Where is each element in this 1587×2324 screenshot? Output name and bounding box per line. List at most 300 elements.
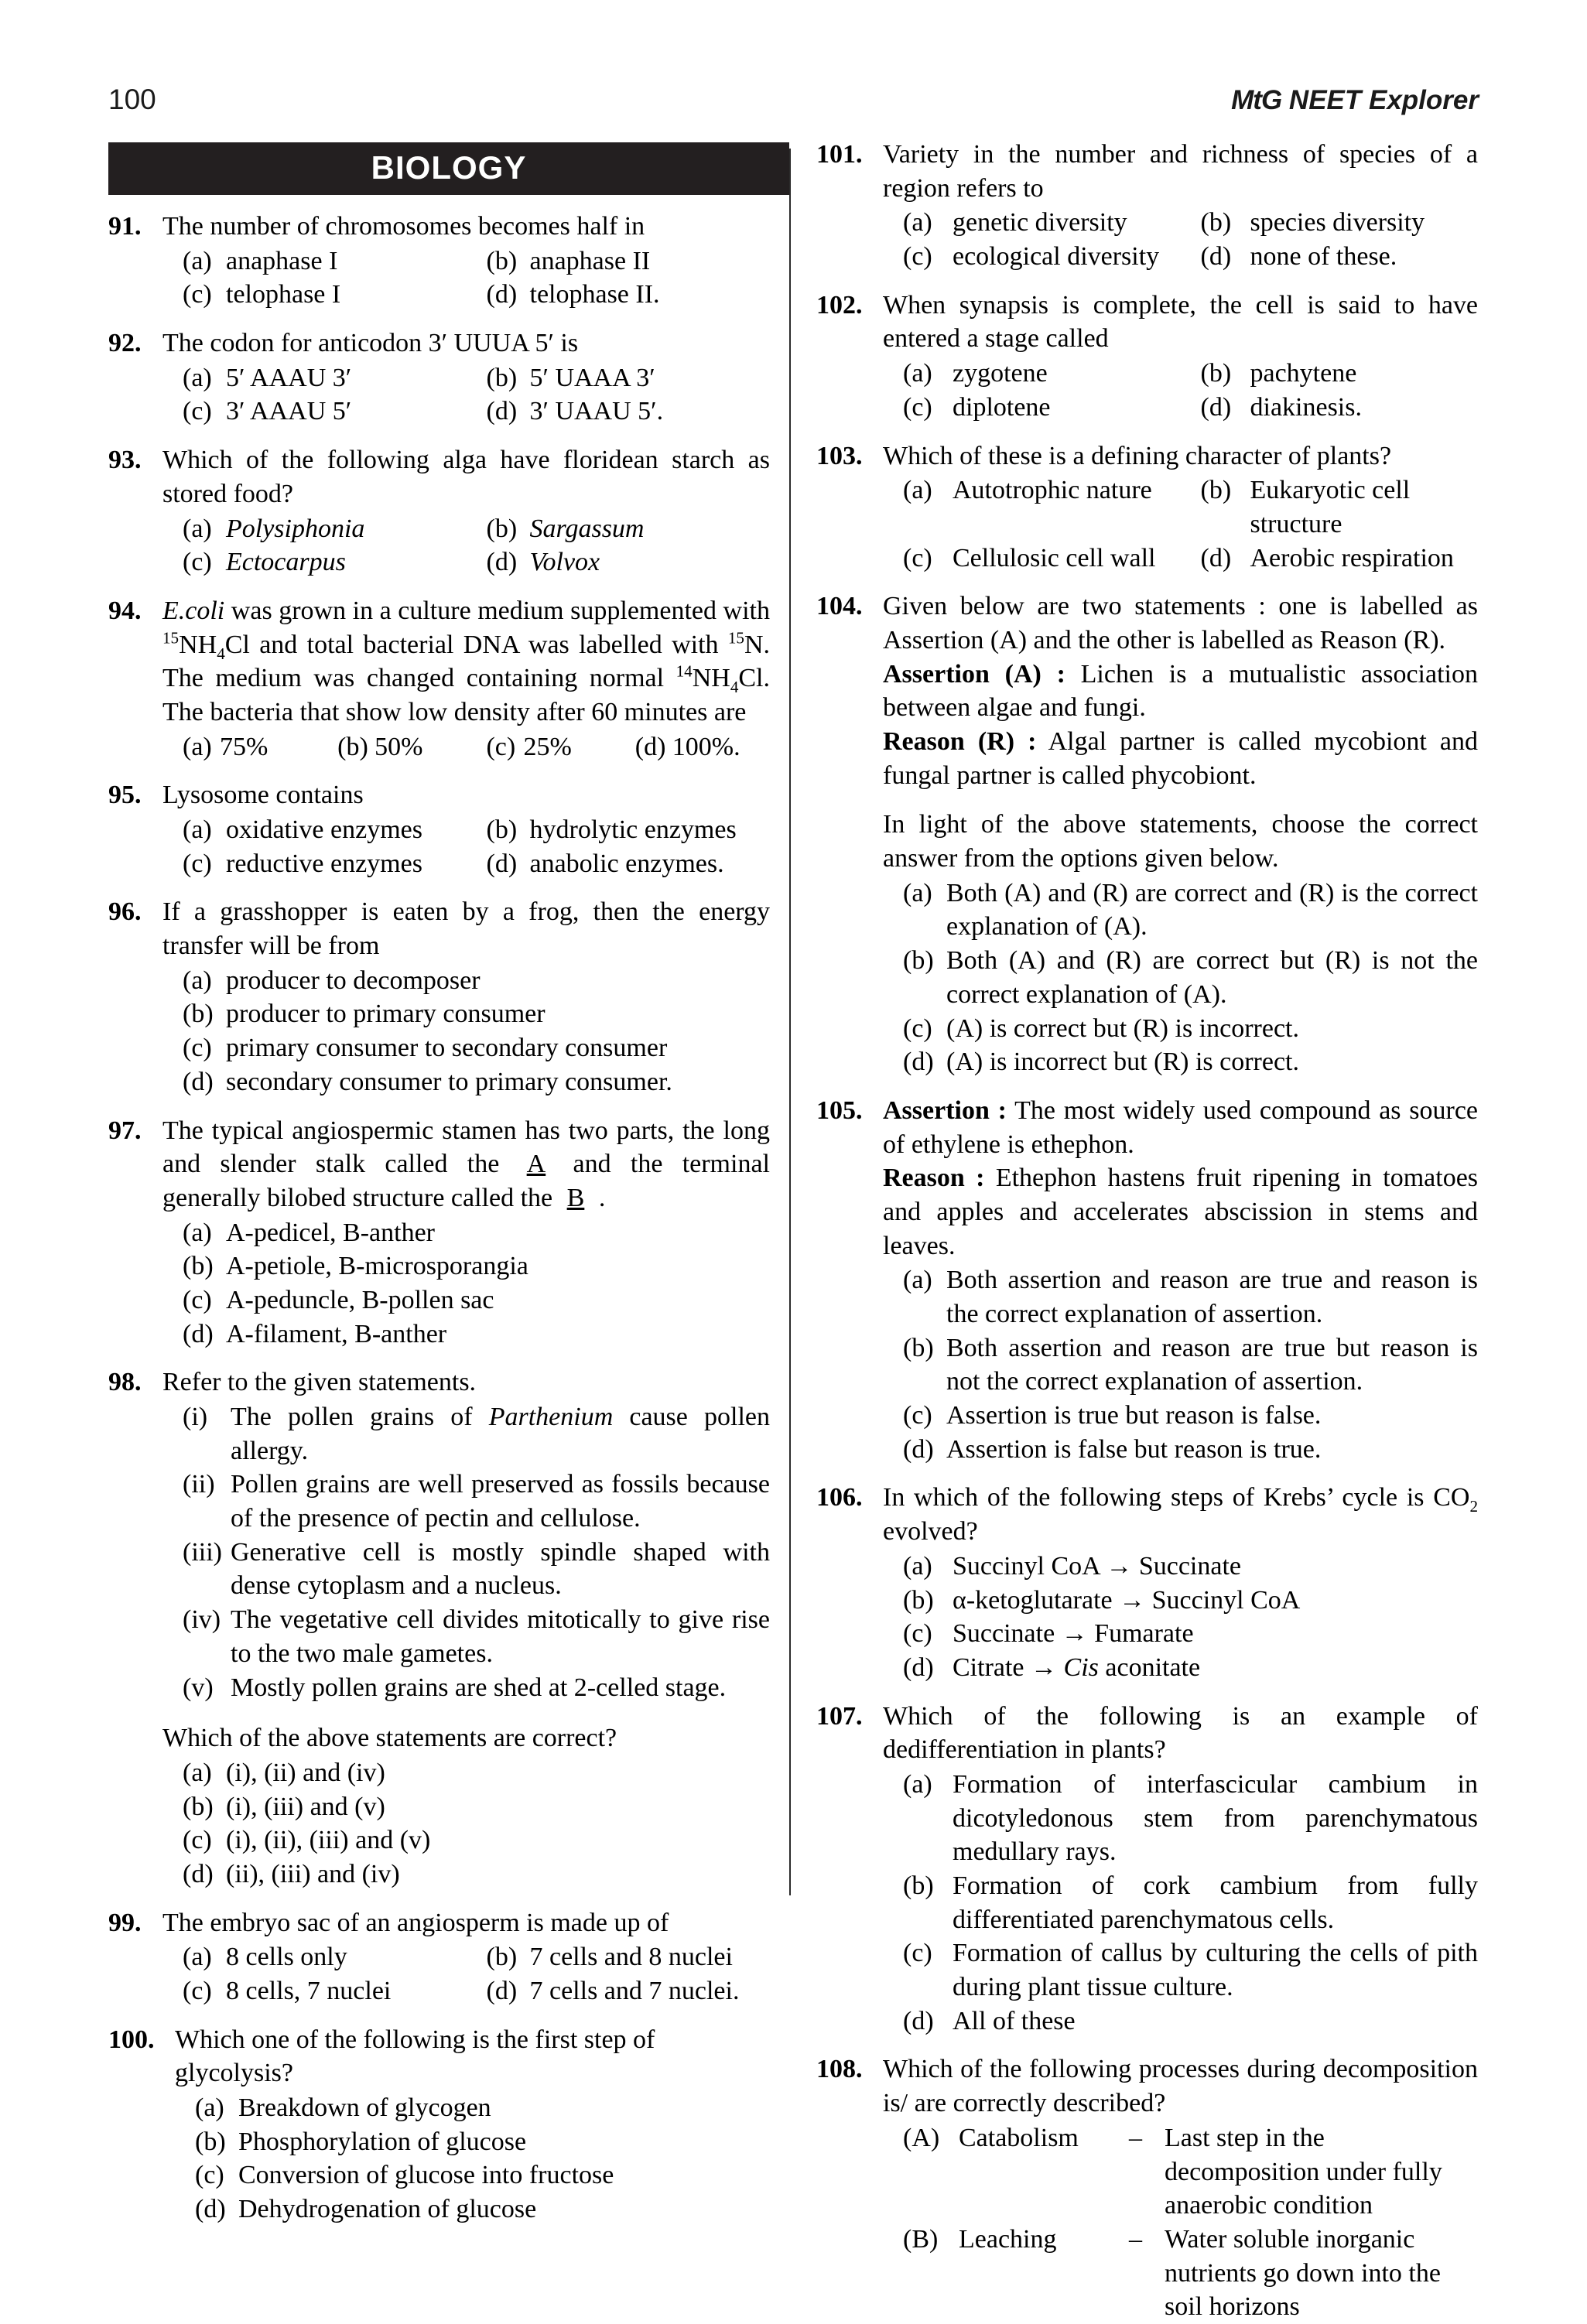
reason-label: Reason :: [883, 1164, 985, 1193]
option-key: (a): [903, 1769, 932, 1799]
option-key: (b): [183, 1252, 214, 1281]
match-row-a[interactable]: [883, 2121, 1478, 2223]
options-list: [162, 361, 770, 429]
question-number: 98.: [108, 1368, 142, 1397]
option-text: Succinate → Fumarate: [953, 1619, 1194, 1649]
option-d[interactable]: [162, 1065, 770, 1099]
option-key: (b): [486, 246, 518, 275]
question-91: [108, 210, 770, 312]
option-key: (b): [195, 2127, 226, 2156]
option-key: (a): [183, 1218, 212, 1247]
statement-key: (iii): [183, 1537, 222, 1567]
option-text: 25%: [523, 732, 572, 761]
match-term: Catabolism: [959, 2123, 1079, 2152]
option-text: ecological diversity: [953, 242, 1160, 272]
match-description: Water soluble inorganic nutrients go down into the soil horizons: [1165, 2224, 1441, 2322]
option-c[interactable]: [162, 278, 467, 312]
question-number: 102.: [816, 290, 863, 320]
statement-iii: [162, 1536, 770, 1603]
statement-key: (v): [183, 1673, 214, 1702]
option-key: (c): [183, 1034, 212, 1063]
statement-key: (iv): [183, 1605, 221, 1635]
option-key: (a): [903, 359, 932, 388]
option-text: Formation of callus by culturing the cells of pith during plant tissue culture.: [953, 1939, 1478, 2002]
option-key: (c): [903, 543, 932, 572]
question-sub-prompt: Which of the above statements are correct?: [162, 1724, 617, 1753]
option-a[interactable]: [883, 1768, 1478, 1869]
option-b[interactable]: [467, 361, 771, 395]
question-stem: Which of the following processes during decomposition is/ are correctly described?: [883, 2055, 1478, 2118]
question-93: [108, 443, 770, 579]
option-a[interactable]: [162, 730, 317, 764]
option-text: Ectocarpus: [226, 548, 346, 577]
option-c[interactable]: [162, 1283, 770, 1318]
statement-v: [162, 1671, 770, 1705]
option-a[interactable]: [162, 361, 467, 395]
option-key: (a): [183, 363, 212, 392]
option-text: reductive enzymes: [226, 849, 422, 878]
option-key: (a): [183, 1943, 212, 1972]
option-key: (b): [1200, 208, 1232, 238]
option-c[interactable]: [466, 730, 614, 764]
option-d[interactable]: [1181, 391, 1479, 425]
option-a[interactable]: [162, 1756, 770, 1790]
option-text: (i), (ii), (iii) and (v): [226, 1826, 431, 1855]
option-c[interactable]: [175, 2158, 770, 2192]
option-key: (d): [903, 2006, 934, 2035]
left-column: [108, 138, 770, 2227]
option-key: (c): [183, 280, 212, 309]
option-a[interactable]: [883, 1550, 1478, 1584]
question-94: [108, 594, 770, 764]
option-d[interactable]: [1181, 542, 1479, 576]
option-text: species diversity: [1250, 208, 1425, 238]
option-text: Cellulosic cell wall: [953, 543, 1156, 572]
option-text: (A) is incorrect but (R) is correct.: [946, 1048, 1299, 1077]
option-key: (b): [903, 1333, 934, 1362]
option-c[interactable]: [162, 1031, 770, 1065]
option-text: diakinesis.: [1250, 392, 1362, 422]
option-key: (b): [183, 1792, 214, 1821]
option-key: (d): [183, 1859, 214, 1888]
options-list: [175, 2091, 770, 2227]
option-text: anaphase II: [529, 246, 651, 275]
option-a[interactable]: [162, 813, 467, 847]
options-list: [162, 1216, 770, 1352]
two-column-body: [108, 138, 1479, 2322]
option-b[interactable]: [467, 512, 771, 546]
option-text: 3′ UAAU 5′.: [529, 397, 664, 426]
question-stem: Lysosome contains: [162, 781, 364, 810]
match-list: [883, 2121, 1478, 2324]
right-column: [816, 138, 1478, 2324]
option-text: diplotene: [953, 392, 1051, 422]
option-c[interactable]: [162, 847, 467, 881]
option-key: (b): [337, 732, 368, 761]
options-list: [883, 1263, 1478, 1466]
option-key: (b): [486, 815, 518, 844]
option-c[interactable]: [162, 395, 467, 429]
option-c[interactable]: [883, 1936, 1478, 2004]
statement-text: Mostly pollen grains are shed at 2-celled stage.: [231, 1673, 727, 1702]
option-text: Assertion is true but reason is false.: [946, 1401, 1322, 1430]
question-number: 100.: [108, 2025, 155, 2054]
option-c[interactable]: [883, 240, 1181, 274]
option-key: (b): [486, 1943, 518, 1972]
assertion-text: Lichen is a mutualistic association between algae and fungi.: [883, 659, 1478, 723]
option-b[interactable]: [162, 1249, 770, 1283]
options-list: [883, 357, 1478, 424]
question-stem: The codon for anticodon 3′ UUUA 5′ is: [162, 329, 579, 358]
question-stem: The number of chromosomes becomes half in: [162, 212, 645, 241]
option-text: Both (A) and (R) are correct but (R) is not the correct explanation of (A).: [946, 946, 1478, 1009]
option-key: (b): [903, 946, 934, 976]
question-stem: E.coli was grown in a culture medium supplemented with $^{15}NH_4Cl$ and total bacterial DNA was labelled with $^{15}$N. The medium was changed containing normal $^{14}NH_4Cl$. The bacteria that show low density after 60 minutes are: [162, 596, 770, 726]
match-dash: –: [1129, 2123, 1142, 2152]
option-d[interactable]: [1181, 240, 1479, 274]
option-key: (c): [903, 1939, 932, 1968]
option-key: (d): [1200, 543, 1232, 572]
question-number: 97.: [108, 1116, 142, 1145]
question-108: [816, 2052, 1478, 2324]
option-text: producer to decomposer: [226, 965, 481, 995]
option-d[interactable]: [467, 395, 771, 429]
question-107: [816, 1700, 1478, 2039]
option-key: (c): [195, 2161, 224, 2190]
reason-block: [883, 1161, 1478, 1263]
options-list: [883, 473, 1478, 575]
options-list: [883, 1768, 1478, 2039]
option-text: Citrate → Cis aconitate: [953, 1652, 1201, 1682]
option-text: A-petiole, B-microsporangia: [226, 1252, 528, 1281]
option-key: (c): [183, 397, 212, 426]
options-list: [883, 877, 1478, 1079]
match-term: Leaching: [959, 2224, 1057, 2254]
options-list: [162, 512, 770, 579]
option-text: telophase II.: [529, 280, 660, 309]
option-text: Aerobic respiration: [1250, 543, 1454, 572]
question-102: [816, 289, 1478, 425]
section-banner-biology: BIOLOGY: [108, 142, 789, 195]
option-c[interactable]: [883, 1399, 1478, 1433]
option-text: anaphase I: [226, 246, 338, 275]
question-stem: If a grasshopper is eaten by a frog, then the energy transfer will be from: [162, 897, 770, 961]
statement-ii: [162, 1468, 770, 1535]
option-c[interactable]: [883, 391, 1181, 425]
question-106: [816, 1481, 1478, 1684]
question-number: 101.: [816, 140, 863, 169]
option-key: (a): [903, 1266, 932, 1295]
option-text: Phosphorylation of glucose: [238, 2127, 527, 2156]
statements-list: [162, 1400, 770, 1704]
option-text: Conversion of glucose into fructose: [238, 2161, 614, 2190]
question-stem: The embryo sac of an angiosperm is made up of: [162, 1908, 669, 1937]
option-key: (c): [486, 732, 516, 761]
option-c[interactable]: [162, 1823, 770, 1857]
option-text: A-pedicel, B-anther: [226, 1218, 435, 1247]
option-text: Succinyl CoA → Succinate: [953, 1551, 1242, 1581]
option-b[interactable]: [162, 997, 770, 1031]
option-text: 3′ AAAU 5′: [226, 397, 352, 426]
option-a[interactable]: [175, 2091, 770, 2125]
option-key: (b): [1200, 476, 1232, 505]
option-key: (a): [183, 514, 212, 543]
question-number: 96.: [108, 897, 142, 927]
option-text: Both (A) and (R) are correct and (R) is the correct explanation of (A).: [946, 878, 1478, 942]
brand-name: NEET Explorer: [1288, 85, 1479, 115]
option-b[interactable]: [883, 944, 1478, 1011]
options-list: [162, 964, 770, 1099]
option-key: (b): [1200, 359, 1232, 388]
option-key: (c): [183, 1977, 212, 2005]
option-text: Formation of interfascicular cambium in dicotyledonous stem from parenchymatous medullary rays.: [953, 1769, 1478, 1867]
column-divider: [789, 149, 791, 1895]
option-key: (c): [903, 1619, 932, 1649]
option-text: oxidative enzymes: [226, 815, 422, 844]
mtg-logo-text: MtG: [1231, 85, 1282, 115]
option-a[interactable]: [883, 877, 1478, 944]
option-key: (c): [903, 1401, 932, 1430]
question-92: [108, 326, 770, 429]
question-number: 91.: [108, 212, 142, 241]
option-text: none of these.: [1250, 242, 1397, 272]
option-text: Sargassum: [529, 514, 645, 543]
option-key: (b): [903, 1871, 934, 1900]
question-number: 99.: [108, 1908, 142, 1937]
option-a[interactable]: [162, 964, 770, 998]
option-text: (ii), (iii) and (iv): [226, 1859, 400, 1888]
assertion-label: Assertion (A) :: [883, 659, 1065, 689]
option-key: (d): [634, 732, 666, 761]
option-key: (c): [183, 1826, 212, 1855]
statement-i: [162, 1400, 770, 1468]
statement-text: Pollen grains are well preserved as fossils because of the presence of pectin and cellulose.: [231, 1470, 770, 1533]
option-key: (b): [486, 514, 518, 543]
option-key: (d): [486, 397, 518, 426]
question-97: [108, 1114, 770, 1352]
question-96: [108, 895, 770, 1099]
option-a[interactable]: [883, 206, 1181, 240]
option-key: (a): [183, 246, 212, 275]
question-number: 105.: [816, 1095, 863, 1125]
option-key: (d): [1200, 392, 1232, 422]
option-key: (d): [486, 849, 518, 878]
option-c[interactable]: [162, 1974, 467, 2008]
option-key: (c): [903, 1013, 932, 1043]
option-key: (d): [486, 548, 518, 577]
option-key: (b): [486, 363, 518, 392]
option-text: 7 cells and 8 nuclei: [529, 1943, 733, 1972]
option-a[interactable]: [162, 512, 467, 546]
option-a[interactable]: [883, 1263, 1478, 1331]
option-text: zygotene: [953, 359, 1048, 388]
option-b[interactable]: [467, 1940, 771, 1974]
option-d[interactable]: [883, 1651, 1478, 1685]
question-stem: The typical angiospermic stamen has two parts, the long and slender stalk called the A and the terminal generally bilobed structure called the B .: [162, 1116, 770, 1212]
statement-key: (ii): [183, 1470, 215, 1499]
option-d[interactable]: [175, 2192, 770, 2227]
option-a[interactable]: [162, 1940, 467, 1974]
option-text: producer to primary consumer: [226, 1000, 546, 1029]
option-a[interactable]: [162, 244, 467, 279]
options-list: [883, 1550, 1478, 1685]
options-list: [883, 206, 1478, 273]
option-key: (d): [903, 1048, 934, 1077]
option-d[interactable]: [162, 1857, 770, 1892]
reason-text: Ethephon hastens fruit ripening in tomatoes and apples and accelerates abscission in stems and leaves.: [883, 1164, 1479, 1260]
page-number: 100: [108, 84, 156, 115]
option-text: Formation of cork cambium from fully differentiated parenchymatous cells.: [953, 1871, 1478, 1934]
question-stem: Variety in the number and richness of species of a region refers to: [883, 140, 1478, 203]
match-description: Last step in the decomposition under fully anaerobic condition: [1165, 2123, 1442, 2220]
option-c[interactable]: [883, 1617, 1478, 1651]
statement-text: The vegetative cell divides mitotically to give rise to the two male gametes.: [231, 1605, 770, 1668]
question-number: 93.: [108, 446, 142, 475]
option-key: (c): [183, 548, 212, 577]
option-text: 100%.: [672, 732, 740, 761]
option-c[interactable]: [883, 542, 1181, 576]
option-text: hydrolytic enzymes: [529, 815, 737, 844]
question-stem: In which of the following steps of Krebs’ cycle is $CO_2$ evolved?: [883, 1483, 1478, 1546]
option-key: (d): [1200, 242, 1232, 272]
option-b[interactable]: [175, 2125, 770, 2159]
options-list: [162, 1756, 770, 1892]
question-sub-prompt: In light of the above statements, choose the correct answer from the options given below.: [883, 810, 1478, 873]
question-number: 95.: [108, 781, 142, 810]
option-key: (c): [183, 849, 212, 878]
option-key: (a): [183, 732, 212, 761]
option-b[interactable]: [1181, 206, 1479, 240]
option-a[interactable]: [883, 357, 1181, 391]
option-text: 5′ UAAA 3′: [529, 363, 655, 392]
option-text: genetic diversity: [953, 208, 1127, 238]
question-101: [816, 138, 1478, 274]
option-b[interactable]: [317, 730, 466, 764]
option-text: Volvox: [529, 548, 600, 577]
option-key: (d): [183, 1067, 214, 1096]
question-stem: Which of these is a defining character of plants?: [883, 441, 1392, 470]
option-b[interactable]: [467, 813, 771, 847]
statement-iv: [162, 1603, 770, 1670]
option-text: All of these: [953, 2006, 1076, 2035]
option-key: (d): [486, 280, 518, 309]
option-text: Both assertion and reason are true and reason is the correct explanation of assertion.: [946, 1266, 1478, 1328]
option-key: (b): [903, 1585, 934, 1615]
question-stem: Which of the following is an example of dedifferentiation in plants?: [883, 1701, 1478, 1765]
option-text: α-ketoglutarate → Succinyl CoA: [953, 1585, 1301, 1615]
question-number: 106.: [816, 1483, 863, 1512]
option-d[interactable]: [883, 1433, 1478, 1467]
question-stem: Which one of the following is the first step of glycolysis?: [175, 2025, 655, 2088]
option-text: Dehydrogenation of glucose: [238, 2195, 537, 2224]
question-number: 107.: [816, 1701, 863, 1731]
option-text: Autotrophic nature: [953, 476, 1152, 505]
question-99: [108, 1906, 770, 2008]
option-key: (c): [903, 392, 932, 422]
option-b[interactable]: [1181, 473, 1479, 541]
option-key: (d): [903, 1434, 934, 1464]
assertion-text: The most widely used compound as source of ethylene is ethephon.: [883, 1095, 1479, 1159]
option-d[interactable]: [883, 1045, 1478, 1079]
option-a[interactable]: [162, 1216, 770, 1250]
option-b[interactable]: [883, 1869, 1478, 1936]
reason-text: Algal partner is called mycobiont and fungal partner is called phycobiont.: [883, 727, 1478, 790]
option-text: Both assertion and reason are true but reason is not the correct explanation of assertion.: [946, 1333, 1478, 1396]
options-list: [162, 813, 770, 880]
option-d[interactable]: [883, 2004, 1478, 2039]
option-text: 75%: [220, 732, 268, 761]
question-number: 108.: [816, 2055, 863, 2084]
question-number: 92.: [108, 329, 142, 358]
option-text: A-filament, B-anther: [226, 1319, 447, 1348]
option-key: (d): [486, 1977, 518, 2005]
option-text: anabolic enzymes.: [529, 849, 724, 878]
question-number: 94.: [108, 596, 142, 625]
option-text: 7 cells and 7 nuclei.: [529, 1977, 740, 2005]
option-text: pachytene: [1250, 359, 1357, 388]
option-text: secondary consumer to primary consumer.: [226, 1067, 672, 1096]
question-103: [816, 439, 1478, 576]
option-text: 50%: [375, 732, 423, 761]
question-105: [816, 1094, 1478, 1467]
option-d[interactable]: [615, 730, 770, 764]
reason-label: Reason (R) :: [883, 727, 1037, 756]
match-row-b[interactable]: [883, 2223, 1478, 2324]
option-key: (c): [903, 242, 932, 272]
option-text: (i), (ii) and (iv): [226, 1758, 385, 1787]
option-b[interactable]: [162, 1790, 770, 1824]
option-c[interactable]: [883, 1012, 1478, 1046]
option-a[interactable]: [883, 473, 1181, 541]
options-list: [162, 1940, 770, 2008]
option-text: 8 cells only: [226, 1943, 347, 1972]
question-stem: Refer to the given statements.: [162, 1368, 477, 1397]
question-104: [816, 590, 1478, 1079]
question-stem: Which of the following alga have floridean starch as stored food?: [162, 446, 770, 508]
option-text: 8 cells, 7 nuclei: [226, 1977, 392, 2005]
option-key: (a): [183, 965, 212, 995]
question-number: 104.: [816, 592, 863, 621]
option-key: (d): [195, 2195, 226, 2224]
statement-text: The pollen grains of Parthenium cause pollen allergy.: [231, 1403, 770, 1465]
option-text: Polysiphonia: [226, 514, 365, 543]
option-d[interactable]: [467, 1974, 771, 2008]
question-98: [108, 1365, 770, 1891]
option-b[interactable]: [1181, 357, 1479, 391]
option-key: (a): [903, 878, 932, 907]
option-d[interactable]: [162, 1318, 770, 1352]
option-d[interactable]: [467, 278, 771, 312]
option-text: Eukaryotic cell structure: [1250, 476, 1411, 538]
option-key: (a): [903, 476, 932, 505]
option-text: (A) is correct but (R) is incorrect.: [946, 1013, 1299, 1043]
option-key: (a): [903, 1551, 932, 1581]
question-stem: When synapsis is complete, the cell is said to have entered a stage called: [883, 290, 1478, 354]
option-key: (a): [183, 1758, 212, 1787]
option-b[interactable]: [467, 244, 771, 279]
option-c[interactable]: [162, 545, 467, 579]
brand-title: [1231, 85, 1479, 116]
option-b[interactable]: [883, 1584, 1478, 1618]
option-key: (d): [183, 1319, 214, 1348]
match-key: (B): [903, 2224, 939, 2254]
option-d[interactable]: [467, 545, 771, 579]
option-text: A-peduncle, B-pollen sac: [226, 1285, 494, 1314]
option-b[interactable]: [883, 1331, 1478, 1399]
reason-block: [883, 725, 1478, 792]
running-head: [108, 84, 1479, 119]
option-d[interactable]: [467, 847, 771, 881]
